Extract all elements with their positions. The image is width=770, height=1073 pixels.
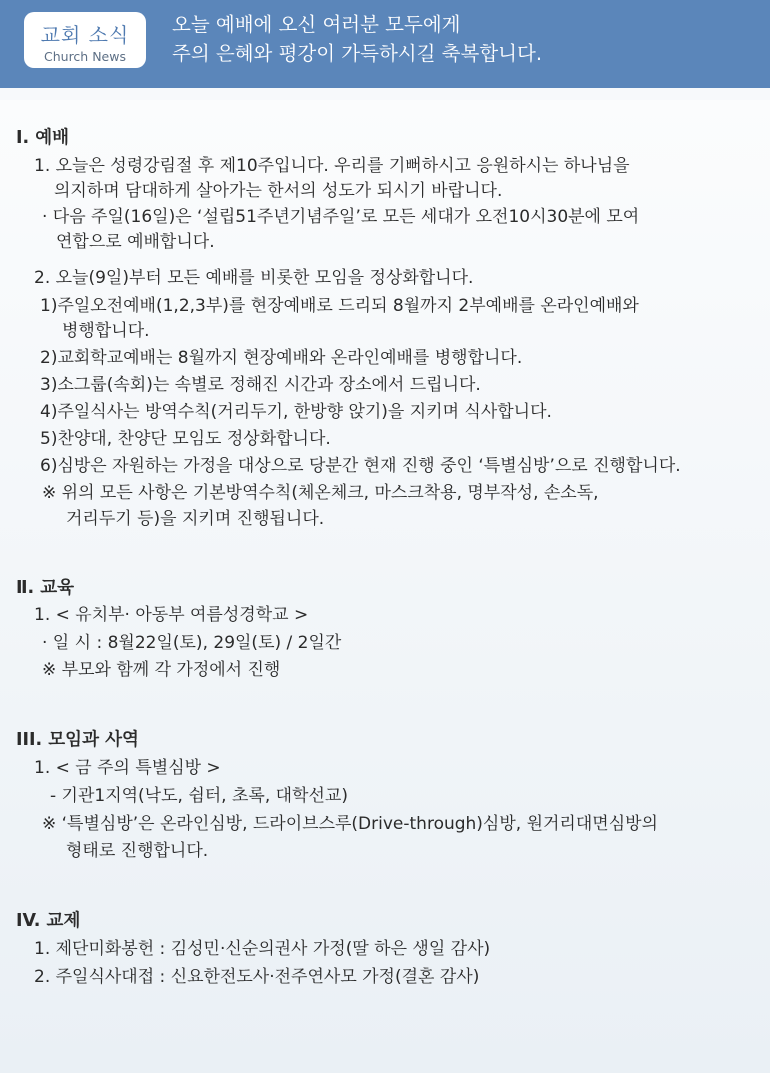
worship-line: 1. 오늘은 성령강림절 후 제10주입니다. 우리를 기뻐하시고 응원하시는 하나님을 [34, 156, 630, 176]
worship-line: 병행합니다. [62, 321, 150, 341]
ministry-line: 1. < 금 주의 특별심방 > [34, 758, 221, 778]
worship-line: 4)주일식사는 방역수칙(거리두기, 한방향 앉기)을 지키며 식사합니다. [40, 402, 552, 422]
greeting-line-2: 주의 은혜와 평강이 가득하시길 축복합니다. [172, 42, 543, 65]
church-news-badge [24, 12, 146, 68]
ministry-line: - 기관1지역(낙도, 쉼터, 초록, 대학선교) [50, 786, 348, 806]
greeting-message [172, 10, 542, 68]
worship-line: 6)심방은 자원하는 가정을 대상으로 당분간 현재 진행 중인 ‘특별심방’으로 진행합니다. [40, 456, 681, 476]
ministry-line: 형태로 진행합니다. [66, 841, 209, 861]
worship-line: ※ 위의 모든 사항은 기본방역수칙(체온체크, 마스크착용, 명부작성, 손소독, [42, 483, 599, 503]
worship-line: · 다음 주일(16일)은 ‘설립51주년기념주일’로 모든 세대가 오전10시30분에 모여 [42, 207, 640, 227]
education-line: 1. < 유치부· 아동부 여름성경학교 > [34, 605, 309, 625]
worship-line: 연합으로 예배합니다. [56, 232, 215, 252]
worship-line: 2)교회학교예배는 8월까지 현장예배와 온라인예배를 병행합니다. [40, 348, 523, 368]
header-banner [0, 0, 770, 88]
section-heading-ministry: III. 모임과 사역 [16, 730, 139, 750]
greeting-line-1: 오늘 예배에 오신 여러분 모두에게 [172, 13, 461, 36]
fellowship-line: 1. 제단미화봉헌 : 김성민·신순의권사 가정(딸 하은 생일 감사) [34, 939, 491, 959]
education-line: · 일 시 : 8월22일(토), 29일(토) / 2일간 [42, 633, 342, 653]
section-heading-fellowship: IV. 교제 [16, 911, 81, 931]
worship-line: 거리두기 등)을 지키며 진행됩니다. [66, 509, 325, 529]
section-heading-education: Ⅱ. 교육 [16, 578, 75, 598]
worship-line: 1)주일오전예배(1,2,3부)를 현장예배로 드리되 8월까지 2부예배를 온라인예배와 [40, 296, 639, 316]
education-line: ※ 부모와 함께 각 가정에서 진행 [42, 660, 281, 680]
section-heading-worship: Ⅰ. 예배 [16, 128, 70, 148]
fellowship-line: 2. 주일식사대접 : 신요한전도사·전주연사모 가정(결혼 감사) [34, 967, 480, 987]
worship-line: 2. 오늘(9일)부터 모든 예배를 비롯한 모임을 정상화합니다. [34, 268, 474, 288]
worship-line: 5)찬양대, 찬양단 모임도 정상화합니다. [40, 429, 331, 449]
badge-title-ko: 교회 소식 [40, 23, 130, 47]
ministry-line: ※ ‘특별심방’은 온라인심방, 드라이브스루(Drive-through)심방, 원거리대면심방의 [42, 814, 658, 834]
badge-title-en: Church News [44, 49, 126, 64]
worship-line: 3)소그룹(속회)는 속별로 정해진 시간과 장소에서 드립니다. [40, 375, 481, 395]
worship-line: 의지하며 담대하게 살아가는 한서의 성도가 되시기 바랍니다. [54, 181, 503, 201]
